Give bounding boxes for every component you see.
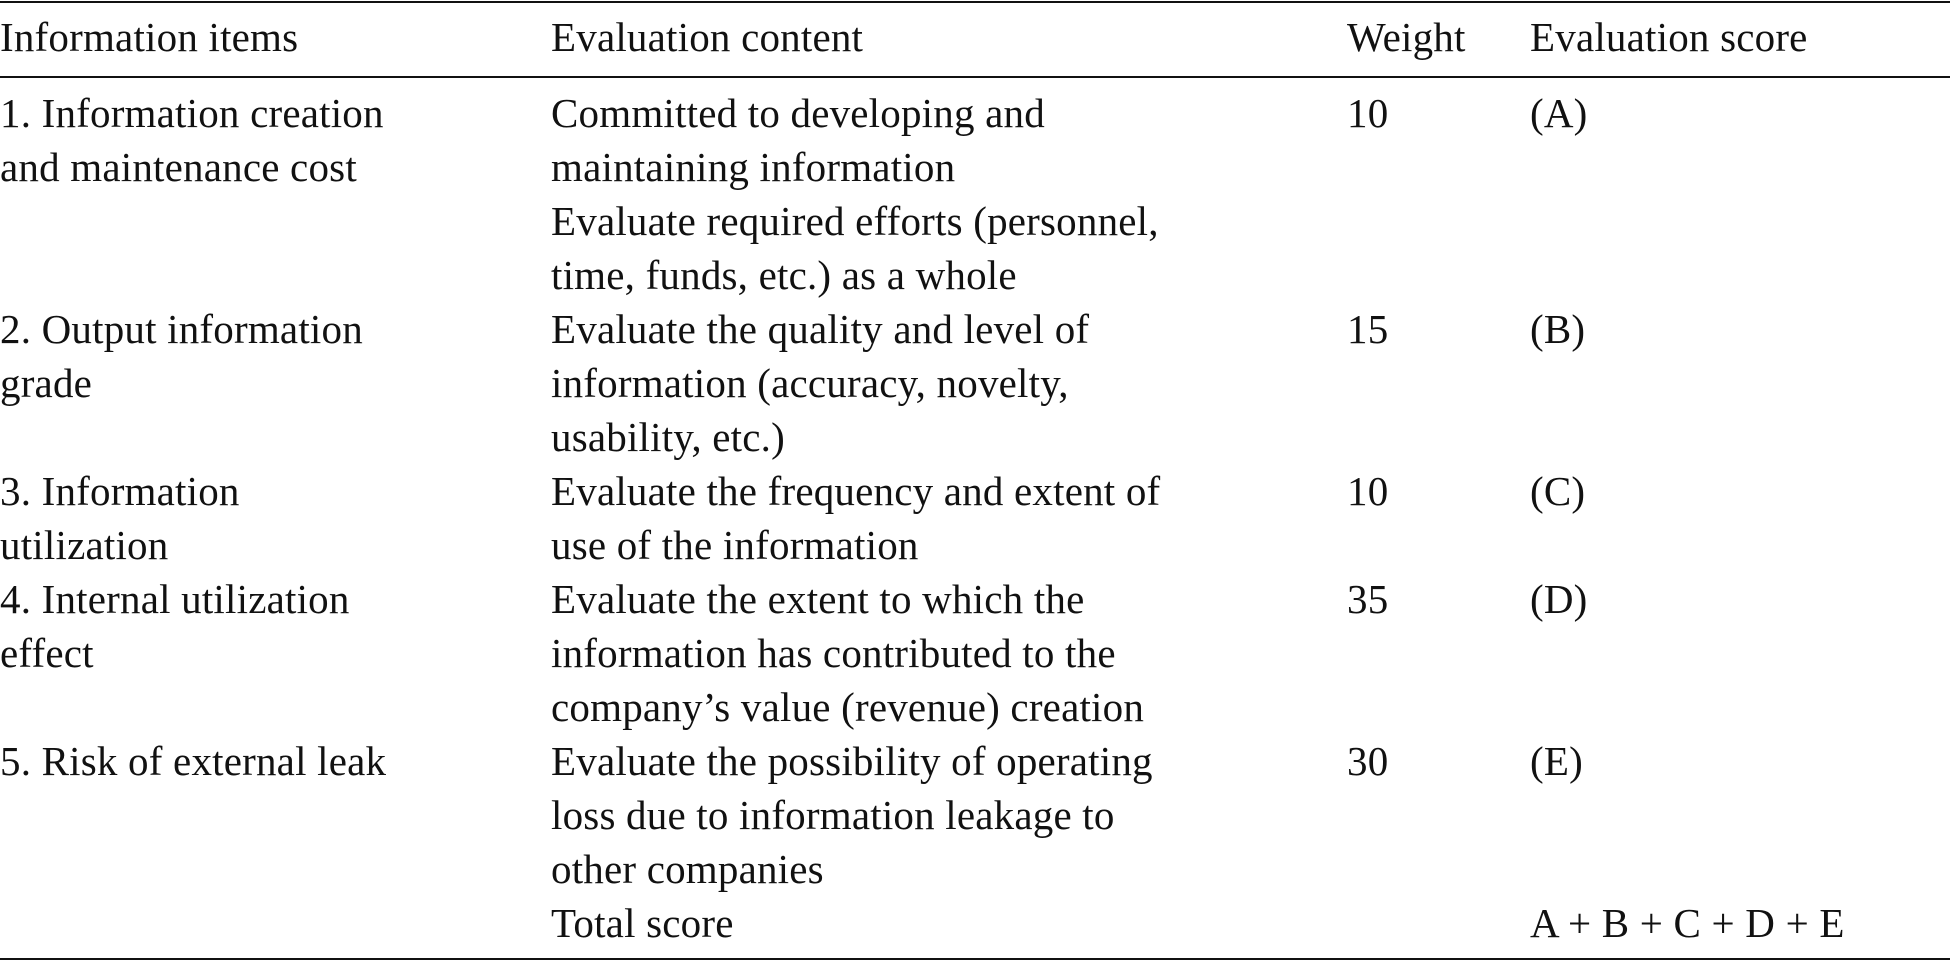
row-3-item-line-2: utilization (0, 522, 169, 568)
row-5-item-line-1: 5. Risk of external leak (0, 738, 387, 784)
row-2-content-line-1: Evaluate the quality and level of (551, 306, 1090, 352)
row-2-item-line-1: 2. Output information (0, 306, 363, 352)
total-score-label: Total score (551, 900, 734, 946)
row-1-weight: 10 (1347, 90, 1389, 136)
header-evaluation-content: Evaluation content (551, 14, 864, 60)
row-4-content (551, 572, 1144, 734)
row-4-content-line-1: Evaluate the extent to which the (551, 576, 1085, 622)
row-1-content-line-3: Evaluate required efforts (personnel, (551, 198, 1159, 244)
row-5-content-line-1: Evaluate the possibility of operating (551, 738, 1153, 784)
row-1-content (551, 86, 1159, 302)
row-4-item (0, 572, 350, 680)
row-1-item-line-2: and maintenance cost (0, 144, 357, 190)
row-5-weight: 30 (1347, 738, 1389, 784)
row-1-content-line-1: Committed to developing and (551, 90, 1045, 136)
table-header-rule (0, 76, 1950, 78)
row-1-item (0, 86, 384, 194)
row-4-content-line-3: company’s value (revenue) creation (551, 684, 1145, 730)
row-4-item-line-1: 4. Internal utilization (0, 576, 350, 622)
row-3-content-line-2: use of the information (551, 522, 919, 568)
row-4-content-line-2: information has contributed to the (551, 630, 1116, 676)
row-3-content-line-1: Evaluate the frequency and extent of (551, 468, 1161, 514)
table-bottom-rule (0, 958, 1950, 960)
row-3-content (551, 464, 1160, 572)
row-5-item (0, 734, 386, 788)
header-evaluation-score: Evaluation score (1530, 14, 1808, 60)
row-3-weight: 10 (1347, 468, 1389, 514)
row-2-content-line-2: information (accuracy, novelty, (551, 360, 1069, 406)
row-5-content (551, 734, 1153, 896)
row-1-content-line-2: maintaining information (551, 144, 956, 190)
row-4-item-line-2: effect (0, 630, 94, 676)
table-top-rule (0, 1, 1950, 3)
row-4-weight: 35 (1347, 576, 1389, 622)
row-2-content-line-3: usability, etc.) (551, 414, 785, 460)
row-5-score: (E) (1530, 738, 1583, 784)
row-4-score: (D) (1530, 576, 1588, 622)
row-2-item (0, 302, 363, 410)
row-3-score: (C) (1530, 468, 1586, 514)
row-5-content-line-2: loss due to information leakage to (551, 792, 1115, 838)
row-1-score: (A) (1530, 90, 1588, 136)
row-5-content-line-3: other companies (551, 846, 824, 892)
header-information-items: Information items (0, 14, 299, 60)
row-2-weight: 15 (1347, 306, 1389, 352)
total-score-value: A + B + C + D + E (1530, 900, 1845, 946)
row-1-content-line-4: time, funds, etc.) as a whole (551, 252, 1017, 298)
row-2-content (551, 302, 1089, 464)
row-3-item-line-1: 3. Information (0, 468, 240, 514)
header-weight: Weight (1347, 14, 1466, 60)
row-1-item-line-1: 1. Information creation (0, 90, 384, 136)
row-3-item (0, 464, 240, 572)
row-2-item-line-2: grade (0, 360, 93, 406)
row-2-score: (B) (1530, 306, 1586, 352)
